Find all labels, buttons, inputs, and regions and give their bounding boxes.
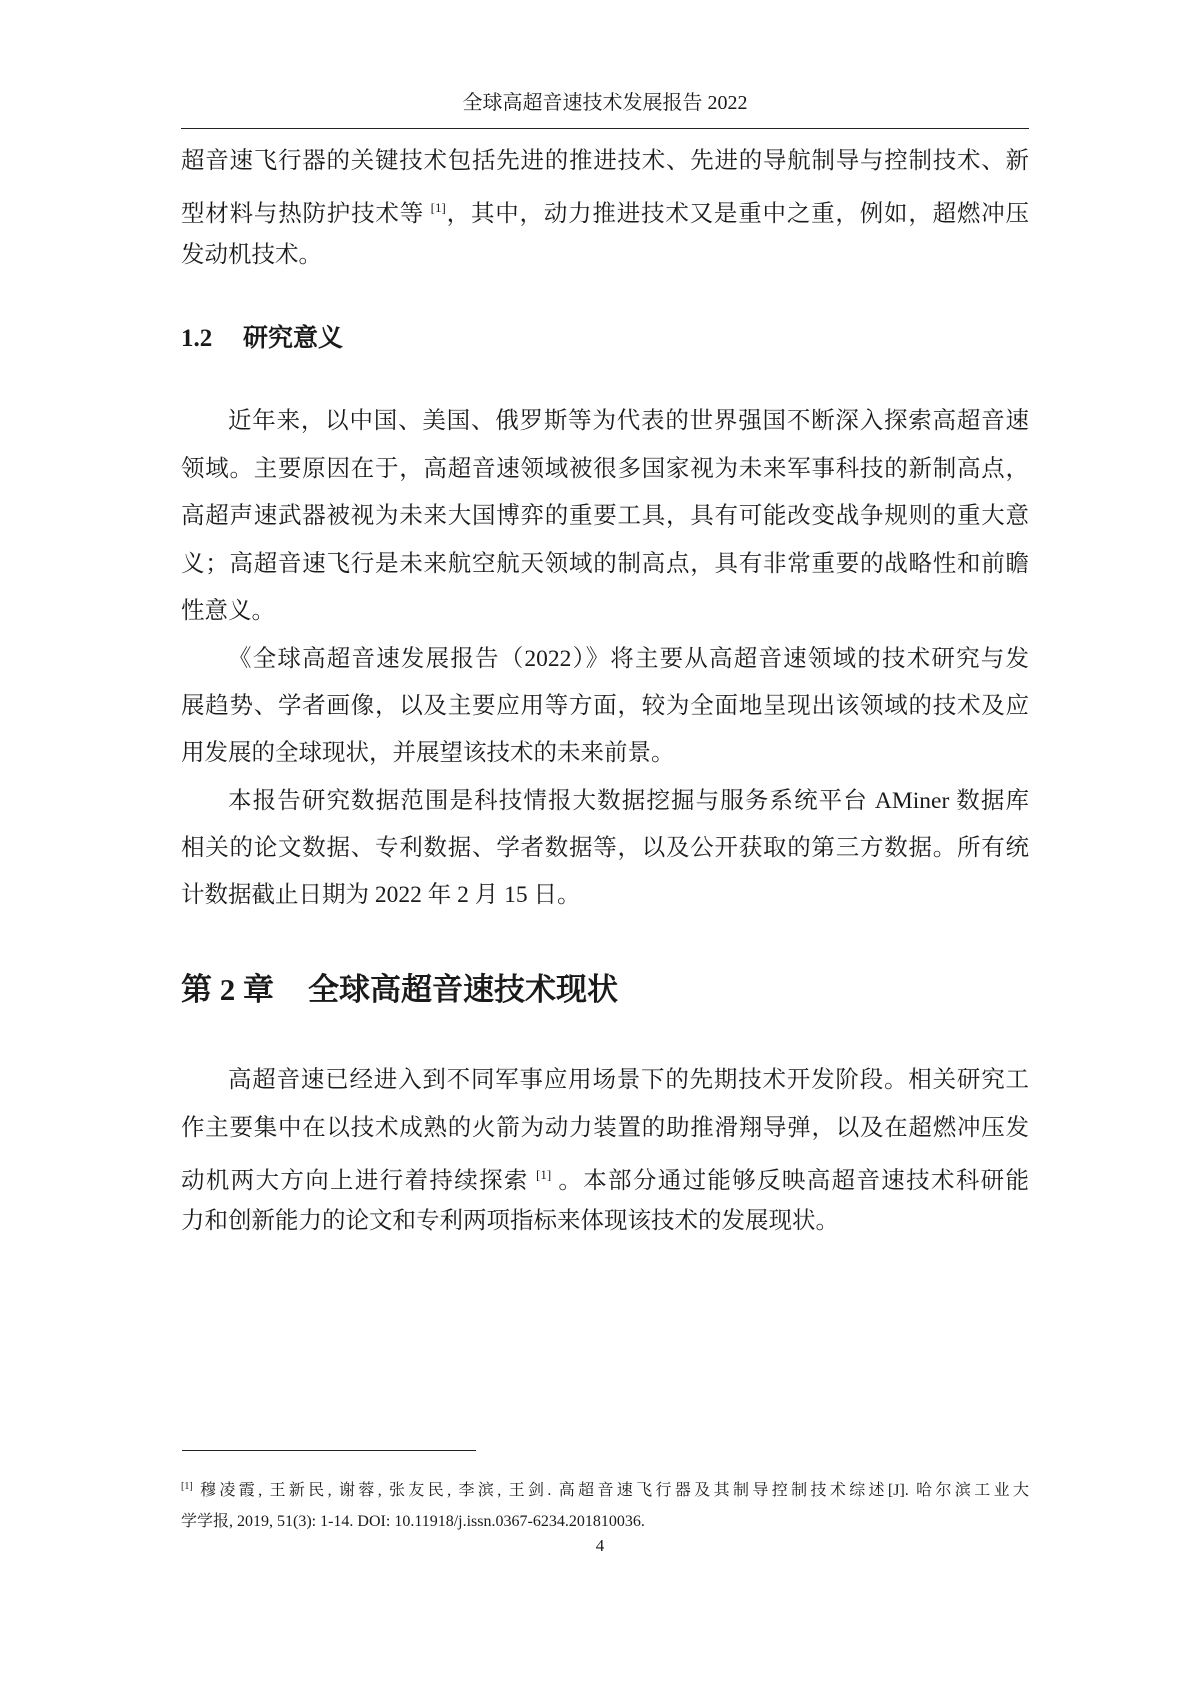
paragraph-line [181,146,1029,176]
paragraph-line [181,1160,1030,1194]
page-number: 4 [595,1536,605,1555]
line-text: 《全球高超音速发展报告（2022）》将主要从高超音速领域的技术研究与发 [228,646,1029,672]
paragraph-line [181,738,1029,768]
section-title: 研究意义 [243,325,344,352]
section-heading [181,318,343,354]
paragraph-line [181,454,1029,484]
paragraph-line [181,1113,1029,1143]
line-text: 。本部分通过能够反映高超音速技术科研能 [551,1168,1030,1194]
line-text: 性意义。 [181,598,275,624]
line-text: 高超音速已经进入到不同军事应用场景下的先期技术开发阶段。相关研究工 [228,1067,1029,1093]
paragraph-line [228,406,1029,436]
paragraph-line [181,833,1029,863]
line-text: ，其中，动力推进技术又是重中之重，例如，超燃冲压 [445,201,1030,227]
line-text: 义；高超音速飞行是未来航空航天领域的制高点，具有非常重要的战略性和前瞻 [181,551,1029,577]
line-text: 相关的论文数据、专利数据、学者数据等，以及公开获取的第三方数据。所有统 [181,835,1029,861]
paragraph-line [228,1065,1029,1095]
paragraph-line [181,691,1029,721]
section-number: 1.2 [181,325,213,352]
line-text: 动机两大方向上进行着持续探索 [181,1168,536,1194]
chapter-number: 第 2 章 [181,972,274,1007]
line-text: 发动机技术。 [181,242,322,268]
footnote-marker: [1] [181,1481,193,1492]
paragraph-line [228,644,1029,674]
citation-marker[interactable]: [1] [535,1167,552,1182]
footnote-text: 穆凌霞, 王新民, 谢蓉, 张友民, 李滨, 王剑. 高超音速飞行器及其制导控制技术综述[J]. 哈尔滨工业大 [192,1482,1029,1499]
header-divider [181,128,1029,129]
paragraph-line [181,596,1029,626]
footnote-divider [182,1450,476,1451]
line-text: 计数据截止日期为 2022 年 2 月 15 日。 [181,882,581,908]
line-text: 力和创新能力的论文和专利两项指标来体现该技术的发展现状。 [181,1208,839,1234]
line-text: 展趋势、学者画像，以及主要应用等方面，较为全面地呈现出该领域的技术及应 [181,693,1029,719]
paragraph-line [181,501,1029,531]
paragraph-line [181,240,1029,270]
paragraph-line [181,549,1029,579]
chapter-title: 全球高超音速技术现状 [308,972,618,1007]
line-text: 高超声速武器被视为未来大国博弈的重要工具，具有可能改变战争规则的重大意 [181,503,1029,529]
line-text: 近年来，以中国、美国、俄罗斯等为代表的世界强国不断深入探索高超音速 [228,408,1029,434]
line-text: 本报告研究数据范围是科技情报大数据挖掘与服务系统平台 AMiner 数据库 [228,788,1029,814]
line-text: 作主要集中在以技术成熟的火箭为动力装置的助推滑翔导弹，以及在超燃冲压发 [181,1115,1029,1141]
line-text: 型材料与热防护技术等 [181,201,431,227]
line-text: 超音速飞行器的关键技术包括先进的推进技术、先进的导航制导与控制技术、新 [181,148,1029,174]
footnote-line: 学学报, 2019, 51(3): 1-14. DOI: 10.11918/j.issn.0367-6234.201810036. [181,1513,645,1530]
running-header: 全球高超音速技术发展报告 2022 [462,92,748,114]
line-text: 领域。主要原因在于，高超音速领域被很多国家视为未来军事科技的新制高点， [181,456,1029,482]
line-text: 用发展的全球现状，并展望该技术的未来前景。 [181,740,675,766]
chapter-heading [181,964,618,1009]
paragraph-line [181,193,1030,227]
paragraph-line [181,1206,1029,1236]
footnote-line [181,1477,1029,1501]
paragraph-line [228,786,1029,816]
paragraph-line [181,880,1029,910]
citation-marker[interactable]: [1] [430,200,446,215]
